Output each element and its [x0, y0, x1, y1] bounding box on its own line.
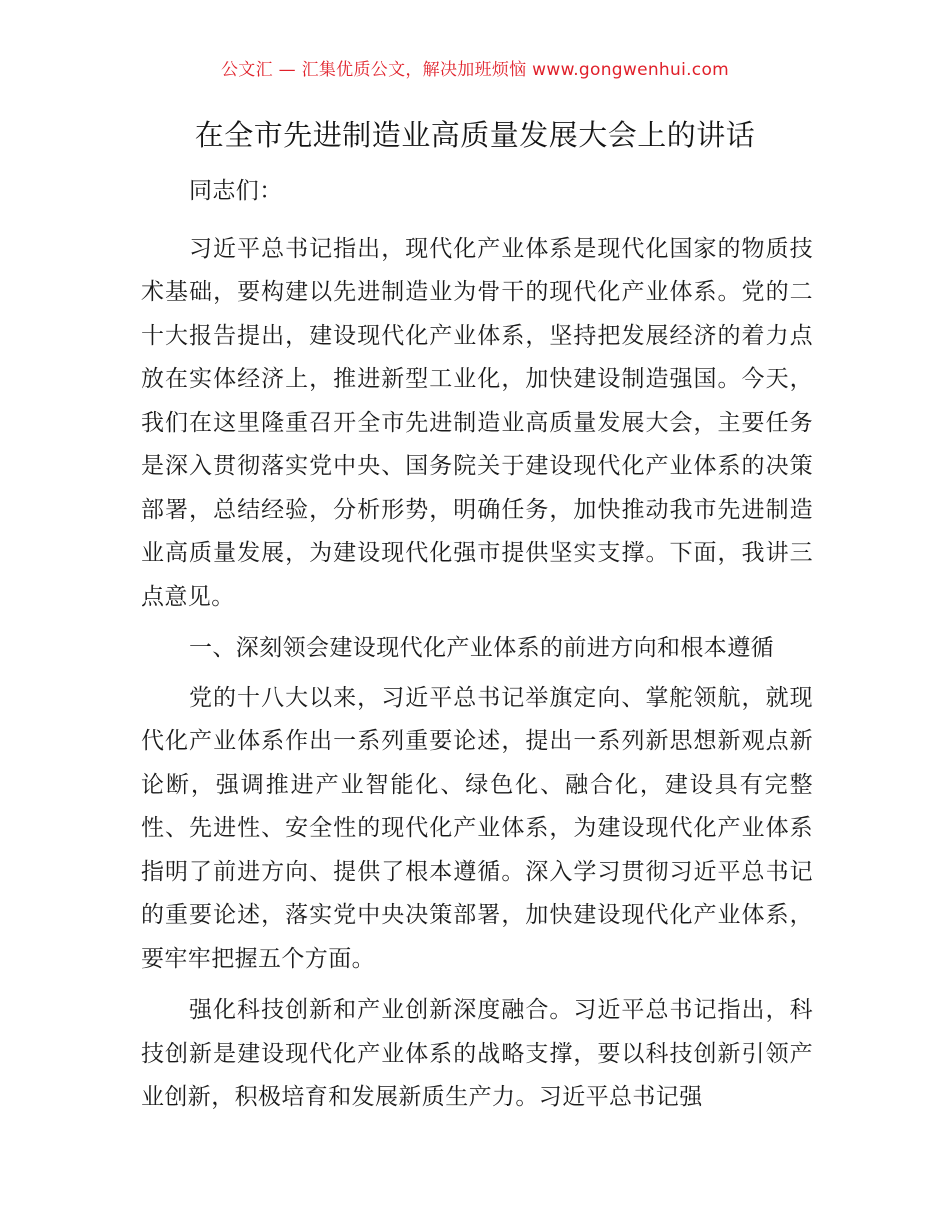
salutation: 同志们：	[189, 178, 283, 204]
section-heading: 一、深刻领会建设现代化产业体系的前进方向和根本遵循	[189, 635, 774, 661]
page-title: 在全市先进制造业高质量发展大会上的讲话	[194, 118, 756, 152]
document-body	[141, 170, 813, 1120]
intro-paragraph: 习近平总书记指出，现代化产业体系是现代化国家的物质技术基础，要构建以先进制造业为骨干的现代化产业体系。党的二十大报告提出，建设现代化产业体系，坚持把发展经济的着力点放在实体经济上，推进新型工业化，加快建设制造强国。今天，我们在这里隆重召开全市先进制造业高质量发展大会，主要任务是深入贯彻落实党中央、国务院关于建设现代化产业体系的决策部署，总结经验，分析形势，明确任务，加快推动我市先进制造业高质量发展，为建设现代化强市提供坚实支撑。下面，我讲三点意见。	[141, 235, 813, 610]
section-paragraph: 党的十八大以来，习近平总书记举旗定向、掌舵领航，就现代化产业体系作出一系列重要论述，提出一系列新思想新观点新论断，强调推进产业智能化、绿色化、融合化，建设具有完整性、先进性、安全性的现代化产业体系，为建设现代化产业体系指明了前进方向、提供了根本遵循。深入学习贯彻习近平总书记的重要论述，落实党中央决策部署，加快建设现代化产业体系，要牢牢把握五个方面。	[141, 684, 813, 972]
section-paragraph: 强化科技创新和产业创新深度融合。习近平总书记指出，科技创新是建设现代化产业体系的战略支撑，要以科技创新引领产业创新，积极培育和发展新质生产力。习近平总书记强	[141, 997, 813, 1110]
site-banner: 公文汇 — 汇集优质公文，解决加班烦恼 www.gongwenhui.com	[220, 60, 730, 80]
